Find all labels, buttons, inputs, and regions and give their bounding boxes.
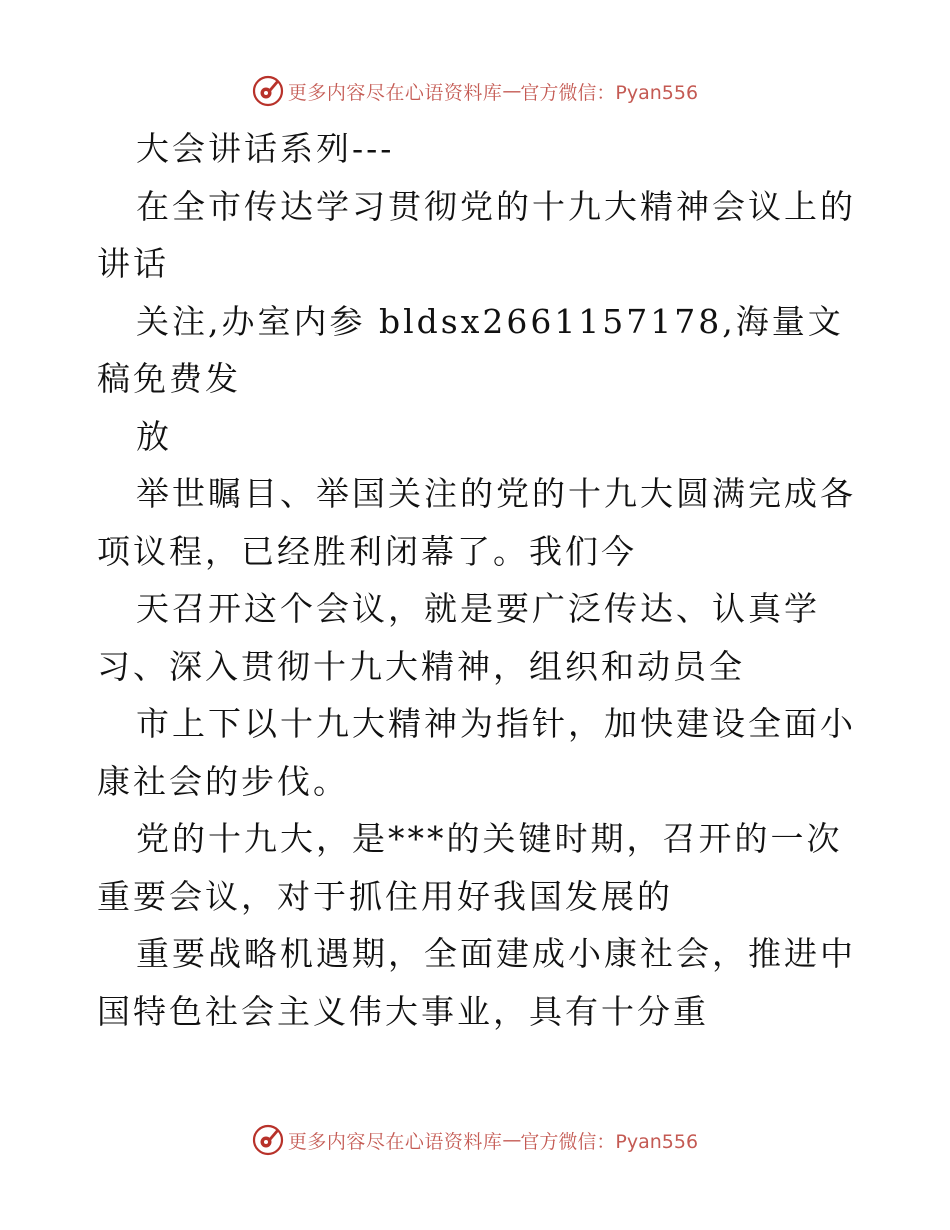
paragraph-body: 重要战略机遇期，全面建成小康社会，推进中国特色社会主义伟大事业，具有十分重 xyxy=(97,934,856,1031)
quill-logo-icon xyxy=(252,1124,284,1156)
paragraph-body: 天召开这个会议，就是要广泛传达、认真学习、深入贯彻十九大精神，组织和动员全 xyxy=(97,589,820,686)
footer-banner xyxy=(0,1120,950,1160)
banner-text: 更多内容尽在心语资料库 xyxy=(287,1130,503,1153)
paragraph-speech-title: 在全市传达学习贯彻党的十九大精神会议上的讲话 xyxy=(97,186,856,283)
paragraph-body: 市上下以十九大精神为指针，加快建设全面小康社会的步伐。 xyxy=(97,704,856,801)
paragraph-follow-note-end: 放 xyxy=(136,416,172,456)
banner-suffix: 官方微信：Pyan556 xyxy=(520,1130,699,1153)
quill-logo-icon xyxy=(252,75,284,107)
header-banner xyxy=(0,71,950,111)
paragraph-series-title: 大会讲话系列--- xyxy=(136,129,395,168)
paragraph-body: 举世瞩目、举国关注的党的十九大圆满完成各项议程，已经胜利闭幕了。我们今 xyxy=(97,474,856,571)
document-body xyxy=(97,120,857,1040)
banner-text: 更多内容尽在心语资料库 xyxy=(287,81,503,104)
banner-separator: — xyxy=(502,80,521,102)
paragraph-follow-note: 关注,办室内参 bldsx2661157178,海量文稿免费发 xyxy=(97,301,844,398)
banner-suffix: 官方微信：Pyan556 xyxy=(520,81,699,104)
banner-separator: — xyxy=(502,1129,521,1151)
paragraph-body: 党的十九大，是***的关键时期，召开的一次重要会议，对于抓住用好我国发展的 xyxy=(97,819,843,916)
